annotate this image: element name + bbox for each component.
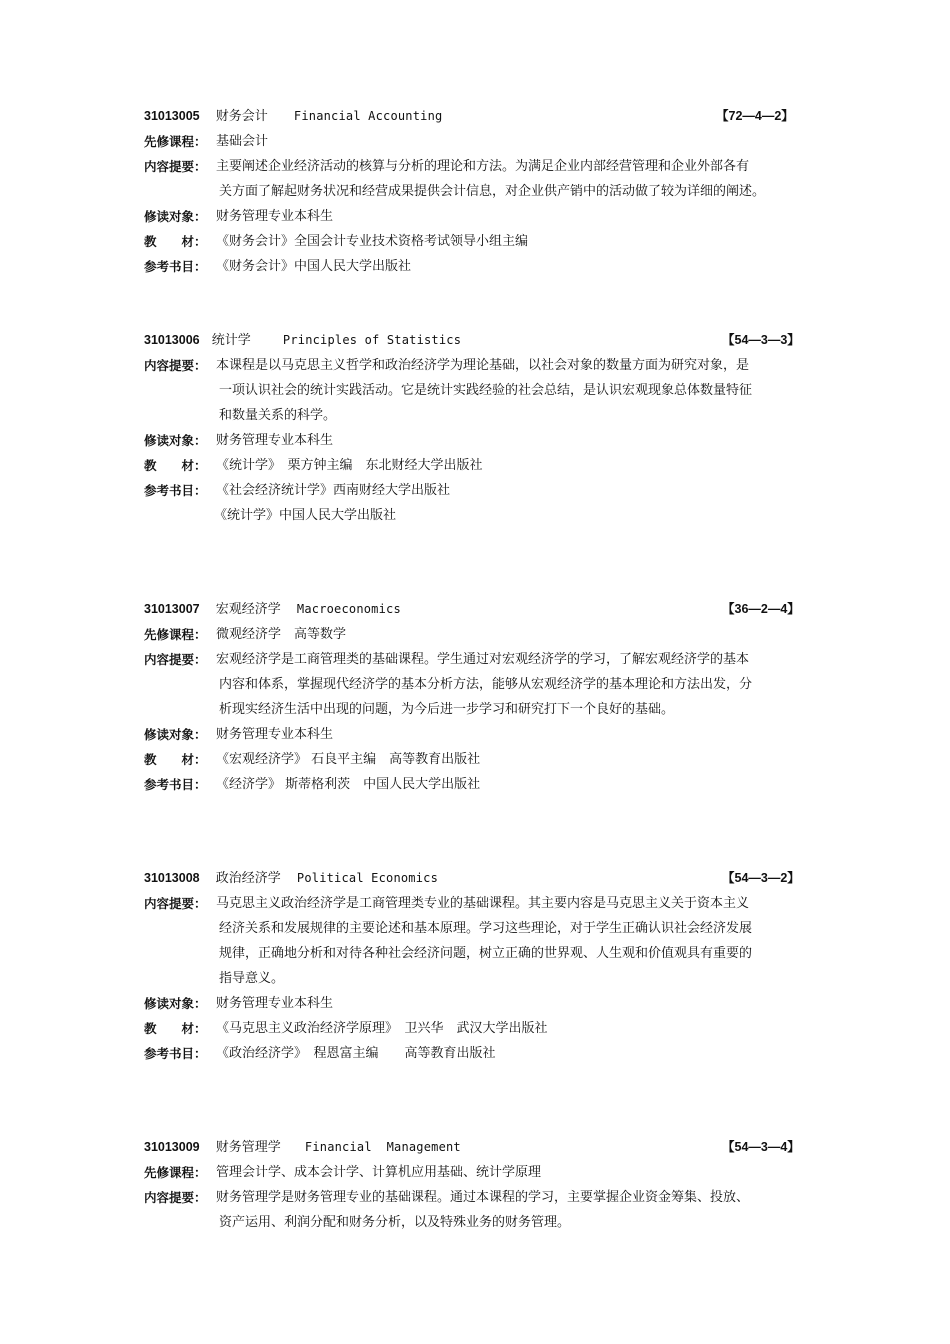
textbook-label: 教 材： — [144, 458, 207, 473]
course-title-cn: 宏观经济学 — [215, 602, 281, 617]
summary-line: 指导意义。 — [219, 971, 285, 986]
textbook-label: 教 材： — [144, 752, 207, 767]
prereq-value: 基础会计 — [216, 134, 269, 149]
summary-label: 内容提要： — [144, 896, 207, 911]
summary-line: 一项认识社会的统计实践活动。它是统计实践经验的社会总结，是认识宏观现象总体数量特征 — [219, 383, 753, 398]
summary-line: 马克思主义政治经济学是工商管理类专业的基础课程。其主要内容是马克思主义关于资本主义 — [216, 896, 750, 911]
course-code: 31013009 — [144, 1140, 200, 1154]
summary-label: 内容提要： — [144, 1190, 207, 1205]
textbook-value: 《统计学》 栗方钟主编 东北财经大学出版社 — [216, 458, 483, 473]
audience-row — [144, 428, 814, 453]
course-hours: 【54—3—4】 — [722, 1140, 800, 1154]
audience-value: 财务管理专业本科生 — [216, 209, 334, 224]
summary-row — [144, 891, 814, 916]
course-header — [144, 1135, 814, 1160]
course-title-en: Financial Accounting — [293, 109, 443, 123]
course-header — [144, 328, 814, 353]
reference-label: 参考书目： — [144, 1046, 207, 1061]
course-header — [144, 104, 814, 129]
summary-line: 析现实经济生活中出现的问题，为今后进一步学习和研究打下一个良好的基础。 — [219, 702, 675, 717]
course-code: 31013005 — [144, 109, 200, 123]
course-entry — [144, 328, 814, 528]
summary-line: 经济关系和发展规律的主要论述和基本原理。学习这些理论，对于学生正确认识社会经济发展 — [219, 921, 753, 936]
audience-label: 修读对象： — [144, 996, 207, 1011]
course-title-cn: 财务管理学 — [215, 1140, 281, 1155]
audience-label: 修读对象： — [144, 727, 207, 742]
reference-label: 参考书目： — [144, 259, 207, 274]
audience-label: 修读对象： — [144, 209, 207, 224]
audience-value: 财务管理专业本科生 — [216, 433, 334, 448]
course-title-en: Financial Management — [304, 1140, 461, 1154]
course-title-en: Principles of Statistics — [282, 333, 462, 347]
course-code: 31013007 — [144, 602, 200, 616]
reference-label: 参考书目： — [144, 777, 207, 792]
course-hours: 【72—4—2】 — [716, 109, 794, 123]
reference-value: 《社会经济统计学》西南财经大学出版社 — [216, 483, 451, 498]
summary-line: 主要阐述企业经济活动的核算与分析的理论和方法。为满足企业内部经营管理和企业外部各有 — [216, 159, 750, 174]
reference-value: 《政治经济学》 程恩富主编 高等教育出版社 — [216, 1046, 496, 1061]
course-entry — [144, 1135, 814, 1235]
summary-row — [144, 353, 814, 378]
prereq-label: 先修课程： — [144, 134, 207, 149]
textbook-label: 教 材： — [144, 234, 207, 249]
textbook-row — [144, 747, 814, 772]
course-header — [144, 866, 814, 891]
audience-value: 财务管理专业本科生 — [216, 727, 334, 742]
course-title-en: Macroeconomics — [296, 602, 401, 616]
course-code: 31013008 — [144, 871, 200, 885]
summary-line: 内容和体系，掌握现代经济学的基本分析方法，能够从宏观经济学的基本理论和方法出发，分 — [219, 677, 753, 692]
reference-row — [144, 772, 814, 797]
reference-row — [144, 478, 814, 503]
course-title-cn: 统计学 — [211, 333, 251, 348]
textbook-value: 《马克思主义政治经济学原理》 卫兴华 武汉大学出版社 — [216, 1021, 548, 1036]
course-title-cn: 财务会计 — [215, 109, 268, 124]
course-entry — [144, 866, 814, 1066]
prereq-value: 微观经济学 高等数学 — [216, 627, 347, 642]
summary-line: 财务管理学是财务管理专业的基础课程。通过本课程的学习，主要掌握企业资金筹集、投放、 — [216, 1190, 750, 1205]
prereq-label: 先修课程： — [144, 1165, 207, 1180]
course-hours: 【54—3—3】 — [722, 333, 800, 347]
textbook-label: 教 材： — [144, 1021, 207, 1036]
summary-line: 资产运用、利润分配和财务分析，以及特殊业务的财务管理。 — [219, 1215, 571, 1230]
summary-line: 规律，正确地分析和对待各种社会经济问题，树立正确的世界观、人生观和价值观具有重要的 — [219, 946, 753, 961]
prereq-row — [144, 622, 814, 647]
course-title-cn: 政治经济学 — [215, 871, 281, 886]
course-hours: 【36—2—4】 — [722, 602, 800, 616]
summary-row — [144, 647, 814, 672]
summary-label: 内容提要： — [144, 159, 207, 174]
reference-value: 《统计学》中国人民大学出版社 — [214, 508, 397, 523]
prereq-row — [144, 1160, 814, 1185]
audience-row — [144, 722, 814, 747]
textbook-row — [144, 453, 814, 478]
course-entry — [144, 597, 814, 797]
summary-line: 关方面了解起财务状况和经营成果提供会计信息，对企业供产销中的活动做了较为详细的阐述。 — [219, 184, 766, 199]
textbook-row — [144, 229, 814, 254]
prereq-label: 先修课程： — [144, 627, 207, 642]
reference-value: 《财务会计》中国人民大学出版社 — [216, 259, 412, 274]
textbook-row — [144, 1016, 814, 1041]
summary-line: 和数量关系的科学。 — [219, 408, 337, 423]
summary-row — [144, 154, 814, 179]
summary-line: 宏观经济学是工商管理类的基础课程。学生通过对宏观经济学的学习，了解宏观经济学的基本 — [216, 652, 750, 667]
audience-row — [144, 204, 814, 229]
course-header — [144, 597, 814, 622]
reference-row — [144, 254, 814, 279]
audience-label: 修读对象： — [144, 433, 207, 448]
prereq-row — [144, 129, 814, 154]
summary-label: 内容提要： — [144, 358, 207, 373]
summary-line: 本课程是以马克思主义哲学和政治经济学为理论基础，以社会对象的数量方面为研究对象，是 — [216, 358, 750, 373]
audience-value: 财务管理专业本科生 — [216, 996, 334, 1011]
reference-value: 《经济学》 斯蒂格利茨 中国人民大学出版社 — [216, 777, 481, 792]
course-entry — [144, 104, 814, 279]
reference-label: 参考书目： — [144, 483, 207, 498]
course-code: 31013006 — [144, 333, 200, 347]
prereq-value: 管理会计学、成本会计学、计算机应用基础、统计学原理 — [216, 1165, 542, 1180]
summary-label: 内容提要： — [144, 652, 207, 667]
course-title-en: Political Economics — [296, 871, 438, 885]
course-hours: 【54—3—2】 — [722, 871, 800, 885]
textbook-value: 《财务会计》全国会计专业技术资格考试领导小组主编 — [216, 234, 529, 249]
audience-row — [144, 991, 814, 1016]
reference-row — [144, 1041, 814, 1066]
summary-row — [144, 1185, 814, 1210]
textbook-value: 《宏观经济学》 石良平主编 高等教育出版社 — [216, 752, 481, 767]
